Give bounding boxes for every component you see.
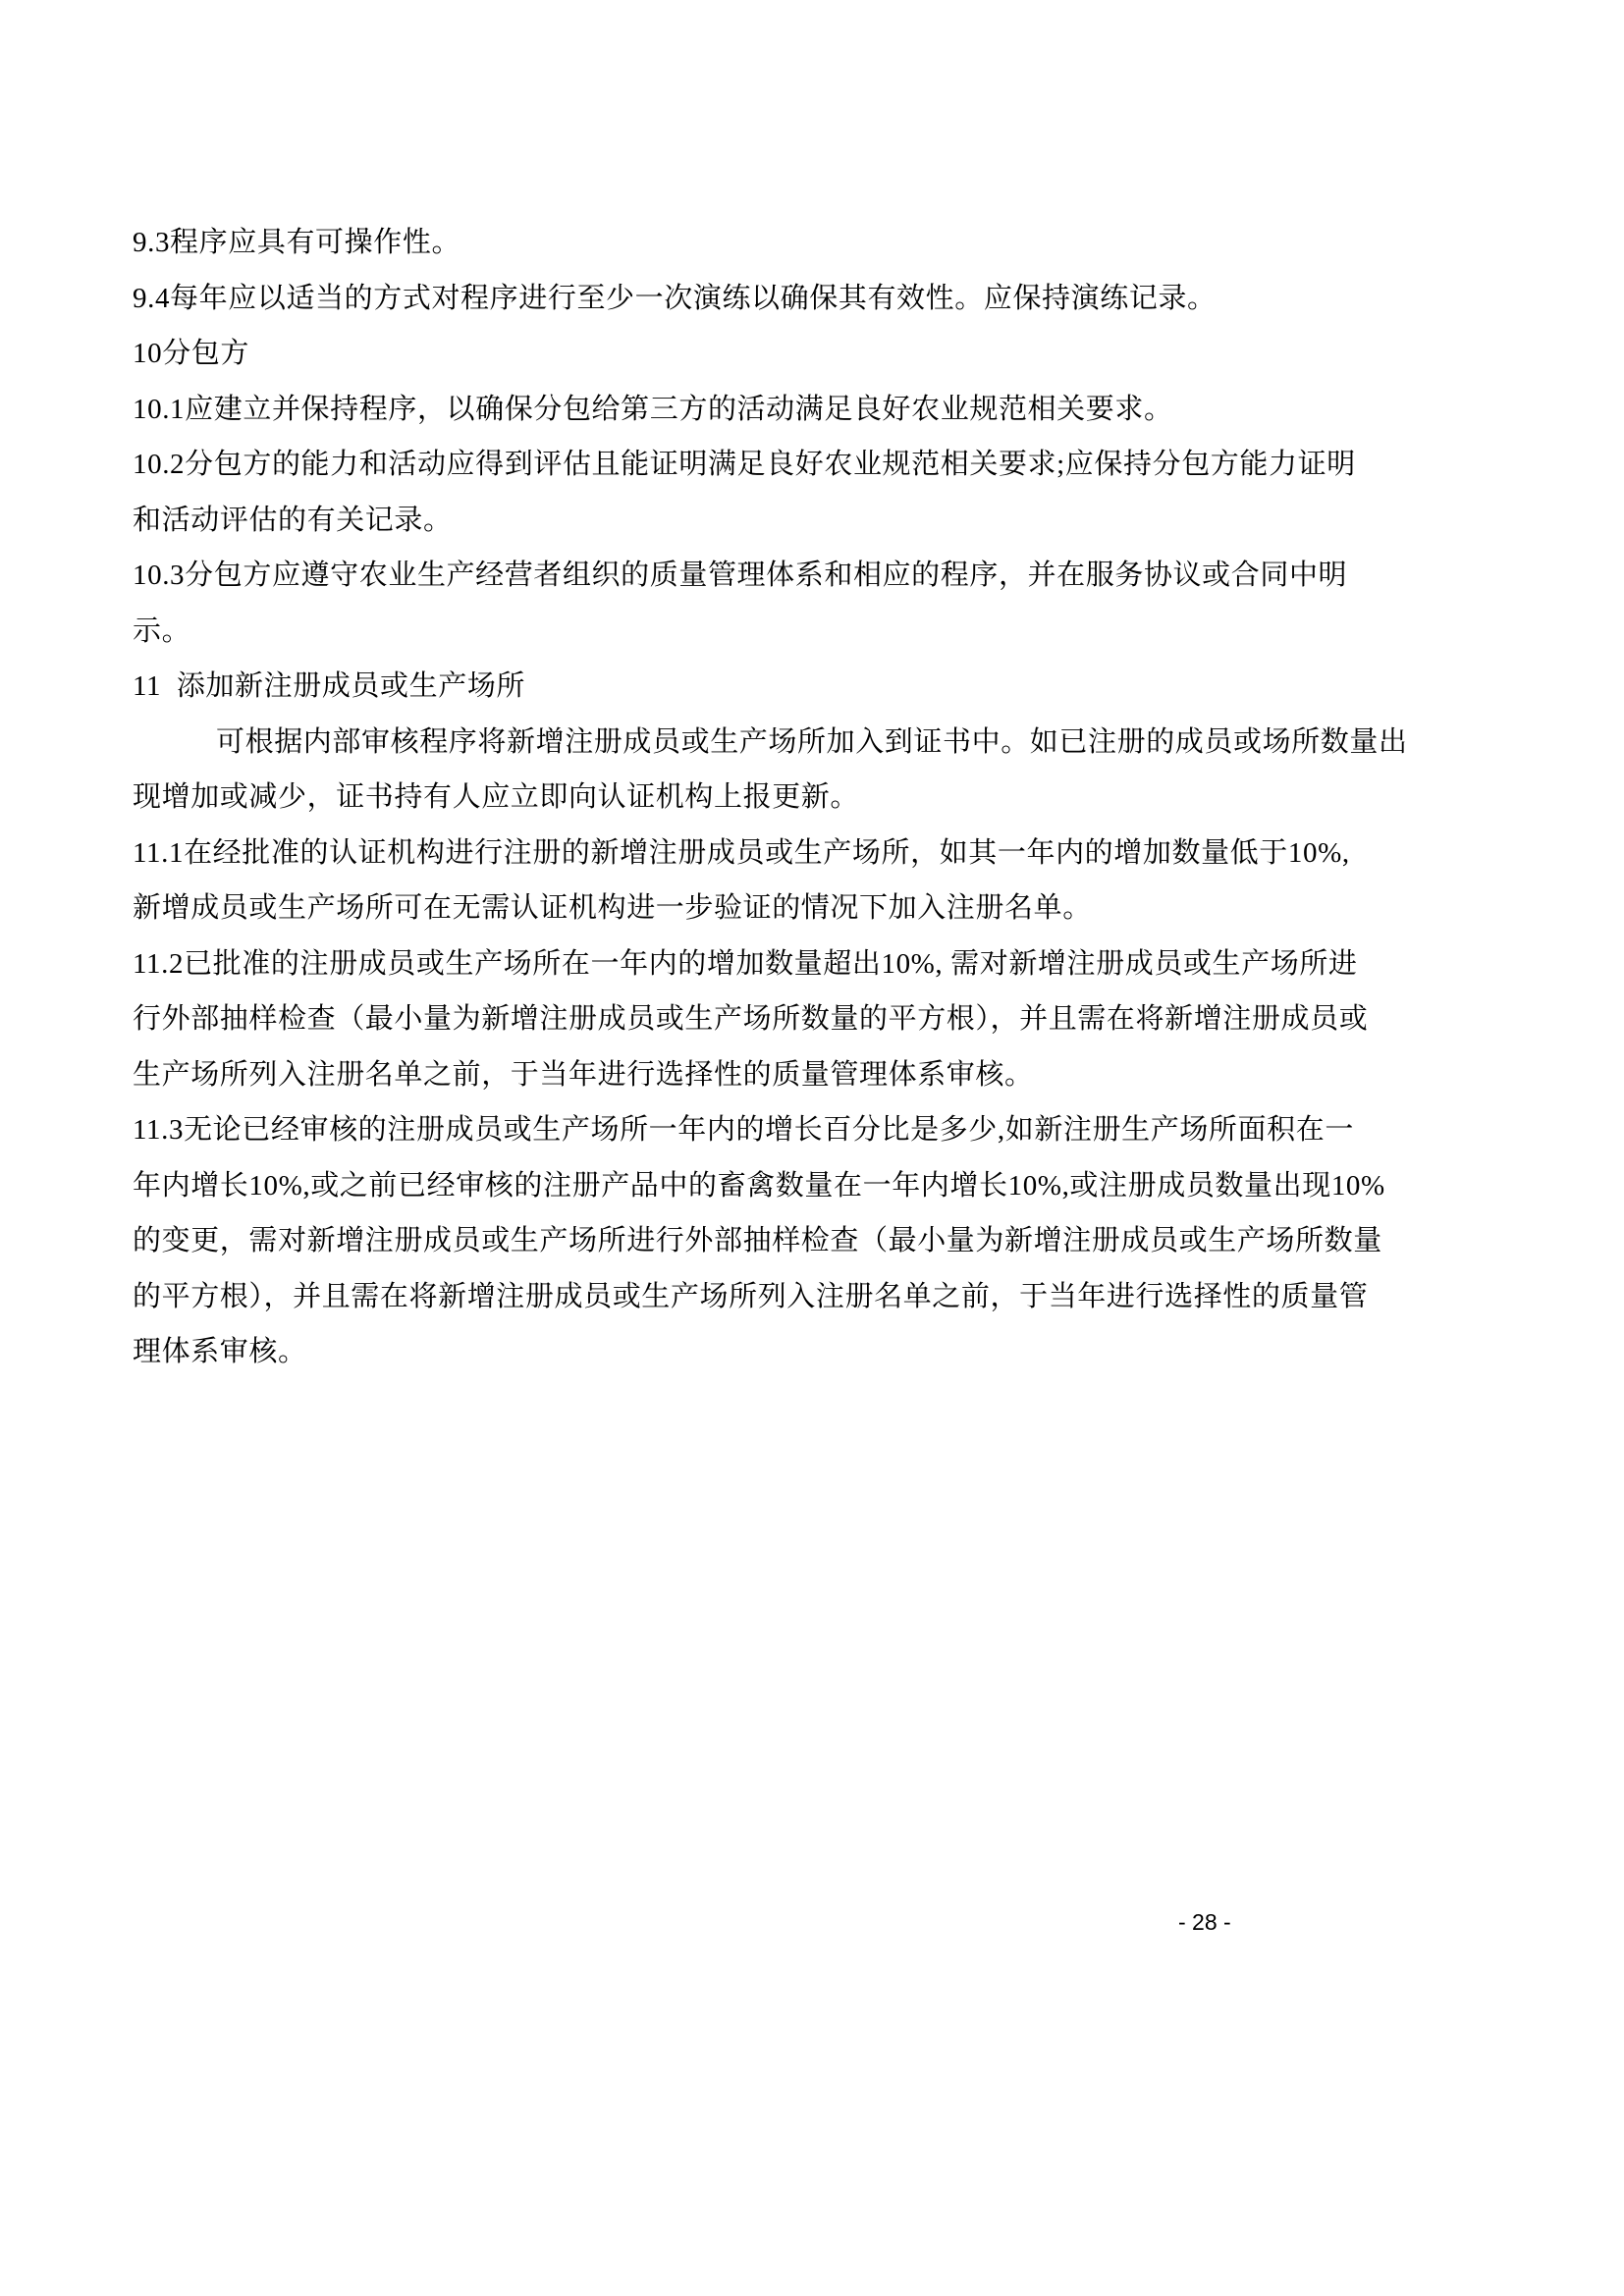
text-line: 11 添加新注册成员或生产场所: [133, 670, 526, 702]
text-line: 和活动评估的有关记录。: [133, 504, 453, 536]
page-number: - 28 -: [1178, 1909, 1231, 1935]
text-line: 11.1在经批准的认证机构进行注册的新增注册成员或生产场所，如其一年内的增加数量低于10%,: [133, 836, 1350, 869]
text-line: 新增成员或生产场所可在无需认证机构进一步验证的情况下加入注册名单。: [133, 892, 1092, 924]
document-body: [133, 215, 1497, 1380]
text-line: 示。: [133, 614, 191, 647]
text-line: 9.3程序应具有可操作性。: [133, 227, 461, 258]
text-line: 10.3分包方应遵守农业生产经营者组织的质量管理体系和相应的程序，并在服务协议或合同中明: [133, 560, 1348, 591]
text-line: 年内增长10%,或之前已经审核的注册产品中的畜禽数量在一年内增长10%,或注册成员数量出现10%: [133, 1169, 1385, 1201]
text-line: 行外部抽样检查（最小量为新增注册成员或生产场所数量的平方根），并且需在将新增注册成员或: [133, 1003, 1369, 1035]
text-line: 11.3无论已经审核的注册成员或生产场所一年内的增长百分比是多少,如新注册生产场所面积在一: [133, 1114, 1354, 1146]
text-line: 的变更，需对新增注册成员或生产场所进行外部抽样检查（最小量为新增注册成员或生产场所数量: [133, 1225, 1382, 1256]
text-line: 的平方根），并且需在将新增注册成员或生产场所列入注册名单之前，于当年进行选择性的质量管: [133, 1280, 1369, 1312]
text-line: 9.4每年应以适当的方式对程序进行至少一次演练以确保其有效性。应保持演练记录。: [133, 282, 1217, 314]
text-line: 10分包方: [133, 338, 250, 369]
text-line: 11.2已批准的注册成员或生产场所在一年内的增加数量超出10%, 需对新增注册成员或生产场所进: [133, 947, 1358, 980]
text-line: 10.1应建立并保持程序，以确保分包给第三方的活动满足良好农业规范相关要求。: [133, 393, 1173, 425]
text-line: 可根据内部审核程序将新增注册成员或生产场所加入到证书中。如已注册的成员或场所数量出: [216, 725, 1408, 758]
text-line: 生产场所列入注册名单之前，于当年进行选择性的质量管理体系审核。: [133, 1058, 1034, 1091]
text-line: 理体系审核。: [133, 1336, 307, 1367]
text-line: 现增加或减少，证书持有人应立即向认证机构上报更新。: [133, 781, 860, 813]
text-line: 10.2分包方的能力和活动应得到评估且能证明满足良好农业规范相关要求;应保持分包方能力证明: [133, 449, 1356, 480]
